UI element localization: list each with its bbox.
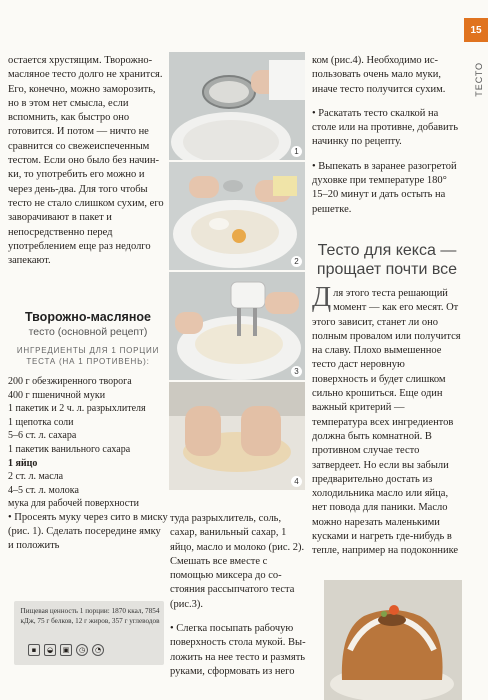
step-2-text: туда разрыхлитель, соль, сахар, ванильный сахар, 1 яйцо, масло и молоко (рис. 2). Смешать все вместе с помощью миксера до состояния рассыпчатого теста (рис.3). bbox=[170, 513, 305, 610]
ingredient-item: 200 г обезжиренного творога bbox=[8, 376, 132, 388]
photo-number: 1 bbox=[291, 146, 302, 157]
sieve-photo-illustration bbox=[169, 52, 305, 160]
ingredient-item: 1 пакетик и 2 ч. л. разрыхлителя bbox=[8, 403, 146, 415]
ingredient-item: 1 пакетик ванильного сахара bbox=[8, 444, 131, 456]
portion-icon: ▪ bbox=[28, 644, 40, 656]
nutrition-icons bbox=[28, 644, 104, 656]
left-column bbox=[8, 54, 168, 553]
step-photo-mixing bbox=[169, 162, 305, 270]
cake-dough-paragraph bbox=[312, 281, 462, 559]
ingredients-heading: ИНГРЕДИЕНТЫ ДЛЯ 1 ПОРЦИИ ТЕСТА (НА 1 ПРОТИВЕНЬ): bbox=[16, 346, 160, 367]
step-baking-text: • Выпекать в заранее разогретой духовке при температуре 180° 15–20 минут и дать остыть на решетке. bbox=[312, 160, 457, 215]
right-column bbox=[312, 54, 462, 559]
ingredient-item: 1 щепотка соли bbox=[8, 416, 74, 428]
photo-number: 2 bbox=[291, 256, 302, 267]
mixer-photo-illustration bbox=[169, 272, 305, 380]
middle-column bbox=[170, 512, 308, 679]
step-text-continued: ком (рис.4). Необходимо использовать очень мало муки, иначе тесто получится сухим. bbox=[312, 55, 446, 95]
nutrition-text: Пищевая ценность 1 порции: 1870 ккал, 7854 кДж, 75 г белков, 12 г жиров, 357 г углеводов bbox=[20, 607, 160, 625]
cake-dough-text: ля этого теста решающий момент — как его месят. От этого зависит, станет ли оно полным провалом или получится на славу. Плохо вымешенное тесто даст неровную поверхность и будет слишком сильно крошиться. Еще один важный критерий — температура всех ингредиентов должна быть комнатной. В противном случае тесто затвердеет. Но если вы забыли предварительно достать из холодильника масло или яйца, нет повода для паники. Масло можно нарезать маленькими кусками и нагреть где-нибудь в тепле, например на подоконнике bbox=[312, 287, 461, 557]
step-rolling-text: • Раскатать тесто скалкой на столе или на противне, добавить начинку по рецепту. bbox=[312, 107, 458, 148]
step-1-text: • Просеять муку через сито в миску (рис. 1). Сделать посередине ямку и положить bbox=[8, 511, 168, 551]
photo-number: 4 bbox=[291, 476, 302, 487]
section-headline: Тесто для кекса — прощает почти все bbox=[316, 241, 458, 278]
step-photo-mixer bbox=[169, 272, 305, 380]
ingredients-list bbox=[8, 375, 168, 511]
recipe-subtitle: тесто (основной рецепт) bbox=[28, 325, 148, 338]
intro-paragraph: остается хрустящим. Творожно-масляное тесто долго не хранится. Его, конечно, можно заморозить, но в этом нет смысла, если вспомнить, как быстро оно готовится. И потом — ничто не сравнится со свежеиспеченным тестом. Если оно было без начинки, то употребить его можно и через день-два. Для того чтобы тесто не стало слишком сухим, его заворачивают в пакет и непосредственно перед употреблением еще раз недолго запекают. bbox=[8, 55, 164, 267]
ingredient-item: 400 г пшеничной муки bbox=[8, 389, 106, 401]
ingredient-item: 4–5 ст. л. молока bbox=[8, 484, 79, 496]
bowl-icon: ◒ bbox=[44, 644, 56, 656]
page-number-tab: 15 bbox=[464, 18, 488, 42]
step-photo-sieve bbox=[169, 52, 305, 160]
ingredient-item: мука для рабочей поверхности bbox=[8, 498, 139, 510]
ingredient-item: 5–6 ст. л. сахара bbox=[8, 430, 77, 442]
clock-icon: ◷ bbox=[76, 644, 88, 656]
timer-icon: ◔ bbox=[92, 644, 104, 656]
mixing-photo-illustration bbox=[169, 162, 305, 270]
step-photos bbox=[169, 52, 305, 492]
nutrition-box bbox=[14, 601, 164, 665]
bundt-cake-illustration bbox=[324, 580, 462, 700]
ingredient-item: 2 ст. л. масла bbox=[8, 471, 64, 483]
cake-photo bbox=[324, 580, 462, 700]
step-3-text: • Слегка посыпать рабочую поверхность стола мукой. Выложить на нее тесто и размять руками, сформовать из него bbox=[170, 623, 306, 677]
photo-number: 3 bbox=[291, 366, 302, 377]
kneading-photo-illustration bbox=[169, 382, 305, 490]
drop-cap: Д bbox=[312, 281, 332, 313]
oven-icon: ▣ bbox=[60, 644, 72, 656]
section-label: ТЕСТО bbox=[474, 62, 484, 97]
step-photo-kneading bbox=[169, 382, 305, 490]
ingredient-item: 1 яйцо bbox=[8, 457, 38, 469]
recipe-title: Творожно-масляное bbox=[25, 310, 151, 325]
